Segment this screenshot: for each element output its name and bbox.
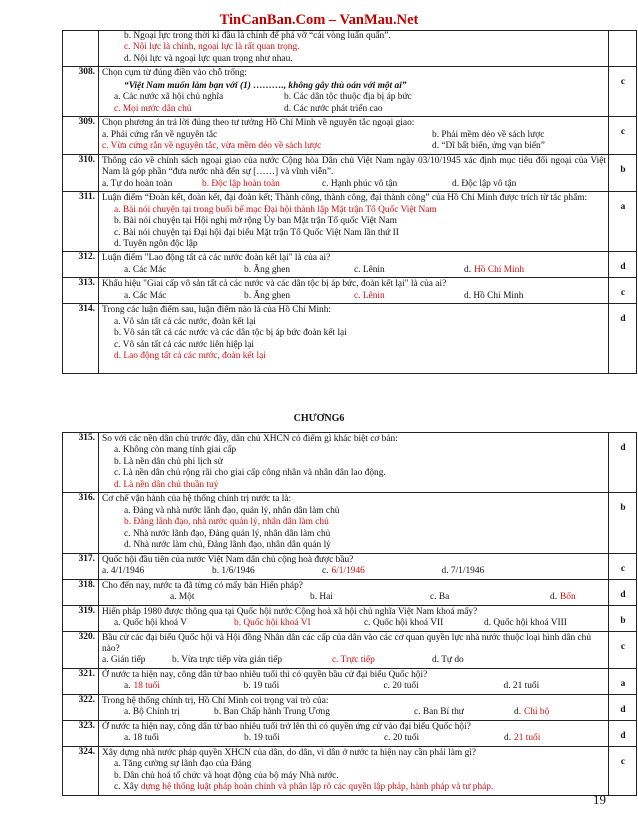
question-number: 322.	[63, 694, 99, 720]
option-a: a. Bộ Chính trị	[124, 707, 180, 718]
option-text: c. Vô sản tất cả các nước liên hiệp lại	[114, 339, 255, 350]
option-b: b. Các dân tộc thuộc địa bị áp bức	[284, 92, 412, 103]
site-header: TinCanBan.Com – VanMau.Net	[219, 12, 419, 28]
table-row	[63, 192, 637, 252]
answer-key: c	[609, 631, 637, 668]
table-row	[63, 117, 637, 154]
option-d: 21 tuổi	[514, 733, 541, 744]
option-a: a. Các Mác	[124, 290, 167, 301]
table-row	[63, 579, 637, 605]
answer-key: d	[609, 433, 637, 493]
question-number: 318.	[63, 579, 99, 605]
chapter-heading: CHƯƠNG6	[293, 413, 345, 424]
option-a: a. Phải cứng rắn về nguyên tắc	[102, 129, 218, 140]
table-row	[63, 252, 637, 278]
option-text: a. Không còn mang tính giai cấp	[114, 445, 237, 456]
option-c-prefix: c. Xây	[114, 782, 139, 793]
option-d-prefix: d.	[464, 264, 472, 275]
answer-key: b	[609, 605, 637, 631]
option-text: c. Nhà nước lãnh đạo, Đảng quản lý, nhân dân làm chủ	[124, 528, 331, 539]
option-text: b. Là nền dân chủ phi lịch sử	[114, 456, 223, 467]
question-text: Luận điểm “Đoàn kết, đoàn kết, đại đoàn kết; Thành công, thành công, đại thành công” của Hồ Chí Minh được trích từ tác phẩm:	[102, 193, 588, 204]
option-a-prefix: a.	[124, 681, 131, 692]
question-number: 309.	[63, 117, 99, 154]
option-a: a. Tăng cường sự lãnh đạo của Đảng	[114, 759, 252, 770]
option-text: a. Vô sản tất cả các nước, đoàn kết lại	[114, 316, 256, 327]
option-c: c. Lênin	[354, 290, 385, 301]
option-b: b. Ăng ghen	[244, 290, 291, 301]
option-d: d. 21 tuổi	[503, 681, 540, 692]
option-text: c. Bài nói chuyện tại Đại hội đại biểu Mặt trận Tổ Quốc Việt Nam lần thứ II	[114, 227, 399, 238]
question-number: 312.	[63, 252, 99, 278]
question-number: 313.	[63, 278, 99, 304]
table-row	[63, 746, 637, 795]
option-text: b. Đảng lãnh đạo, nhà nước quản lý, nhân dân làm chủ	[124, 517, 329, 528]
option-b: b. Hai	[310, 592, 333, 603]
question-text: Quốc hội đầu tiên của nước Việt Nam dân chủ cộng hoà được bầu?	[102, 554, 354, 565]
answer-key: d	[609, 579, 637, 605]
table-row	[63, 67, 637, 117]
question-number: 315.	[63, 433, 99, 493]
option-c: c. Ban Bí thư	[414, 707, 464, 718]
option-d-prefix: d.	[504, 733, 512, 744]
answer-key: a	[609, 192, 637, 252]
question-text: Xây dựng nhà nước pháp quyền XHCN của dân, do dân, vì dân ở nước ta hiện nay cần phải làm gì?	[102, 747, 477, 758]
option-b: b. Độc lập hoàn toàn	[202, 178, 280, 189]
question-text: Chọn cụm từ đúng điền vào chỗ trống:	[102, 68, 247, 79]
question-text: Trong các luận điểm sau, luận điểm nào là của Hồ Chí Minh:	[102, 305, 332, 316]
table-row	[63, 278, 637, 304]
option-text: d. Là nền dân chủ thuần tuý	[114, 479, 219, 490]
question-number: 324.	[63, 746, 99, 795]
question-text: Thông cáo về chính sách ngoại giao của nước Cộng hòa Dân chủ Việt Nam ngày 03/10/1945 xác định mục tiêu đối ngoại của Việt Nam là góp phần “đưa nước nhà đến sự [……] và vĩnh viễn”.	[102, 155, 606, 178]
option-d: d. Hồ Chí Minh	[464, 290, 524, 301]
table-row	[63, 668, 637, 694]
answer-key: d	[609, 694, 637, 720]
option-d: d. Độc lập vô tận	[452, 178, 517, 189]
question-quote: “Việt Nam muốn làm bạn với (1) ………., không gây thù oán với một ai”	[124, 80, 407, 91]
option-d: Chi bộ	[524, 707, 550, 718]
option-c: c. Trực tiếp	[332, 655, 375, 666]
option-text: d. Nội lực và ngoại lực quan trọng như nhau.	[124, 53, 293, 64]
option-b: b. Dân chủ hoá tổ chức và hoạt động của bộ máy Nhà nước.	[114, 770, 339, 781]
option-text: c. Nội lực là chính, ngoại lực là rất quan trọng.	[124, 42, 300, 53]
question-number: 317.	[63, 553, 99, 579]
table-row	[63, 433, 637, 493]
table-row	[63, 553, 637, 579]
option-d: d. “Dĩ bất biến, ứng vạn biến”	[432, 141, 545, 152]
table-row	[63, 694, 637, 720]
question-number: 320.	[63, 631, 99, 668]
question-text: Trong hệ thống chính trị, Hồ Chí Minh coi trọng vai trò của:	[102, 695, 329, 706]
question-text: Khẩu hiệu "Giai cấp vô sản tất cả các nước và các dân tộc bị áp bức, đoàn kết lại" là của ai?	[102, 279, 447, 290]
table-row	[63, 154, 637, 191]
option-text: b. Bài nói chuyện tại Hội nghị mở rộng Ủy ban Mặt trận Tổ quốc Việt Nam	[114, 216, 397, 227]
option-c: c. Vừa cứng rắn về nguyên tắc, vừa mềm dẻo về sách lược	[102, 141, 322, 152]
option-d: d. 7/1/1946	[441, 566, 485, 577]
question-table-bottom	[62, 432, 637, 796]
question-text: Hiến pháp 1980 được thông qua tại Quốc hội nước Cộng hoà xã hội chủ nghĩa Việt Nam khoá mấy?	[102, 606, 478, 617]
option-d-prefix: d.	[550, 592, 558, 603]
option-text: d. Tuyên ngôn độc lập	[114, 238, 198, 249]
question-number: 314.	[63, 304, 99, 373]
answer-key: c	[609, 553, 637, 579]
table-row	[63, 631, 637, 668]
question-table-top	[62, 30, 637, 374]
option-a: a. Một	[170, 592, 195, 603]
option-c: 6/1/1946	[331, 566, 365, 577]
question-text: Chọn phương án trả lời đúng theo tư tưởng Hồ Chí Minh về nguyên tắc ngoại giao:	[102, 118, 415, 129]
option-d: Bốn	[560, 592, 576, 603]
option-text: d. Nhà nước làm chủ, Đảng lãnh đạo, nhân dân quản lý	[124, 540, 331, 551]
option-a: 18 tuổi	[133, 681, 160, 692]
question-number: 316.	[63, 493, 99, 553]
answer-key: b	[609, 493, 637, 553]
option-b: b. Quốc hội khoá VI	[234, 618, 311, 629]
option-c: c. 20 tuổi	[383, 681, 419, 692]
table-row	[63, 493, 637, 553]
option-c: c. Lênin	[354, 264, 385, 275]
page-number: 19	[593, 792, 606, 808]
question-text: Bầu cử các đại biểu Quốc hội và Hội đồng Nhân dân các cấp của dân vào các cơ quan quyền lực nhà nước thuộc loại hình dân chủ nào?	[102, 632, 592, 654]
option-a: a. Quốc hội khoá V	[114, 618, 187, 629]
option-c: c. Ba	[430, 592, 450, 603]
option-c: dựng hệ thống luật pháp hoàn chỉnh và phân lập rõ các quyền lập pháp, hành pháp và tư pháp.	[140, 782, 494, 793]
option-text: a. Bài nói chuyện tại trong buổi bế mạc Đại hội thành lập Mặt trận Tổ Quốc Việt Nam	[114, 204, 437, 215]
option-d: d. Các nước phát triển cao	[284, 103, 383, 114]
answer-key: c	[609, 67, 637, 117]
option-c: c. Mọi nước dân chủ	[114, 103, 192, 114]
option-b: b. Ăng ghen	[244, 264, 291, 275]
answer-key: d	[609, 720, 637, 746]
option-c: c. 20 tuổi	[384, 733, 420, 744]
answer-key: c	[609, 117, 637, 154]
option-text: d. Lao động tất cả các nước, đoàn kết lại	[114, 351, 266, 362]
option-a: a. Tự do hoàn toàn	[102, 178, 173, 189]
question-text: Ở nước ta hiện nay, công dân từ bao nhiêu tuổi thì có quyền bầu cử đại biểu Quốc hội?	[102, 669, 428, 680]
answer-key: c	[609, 746, 637, 795]
question-number: 319.	[63, 605, 99, 631]
question-text: Cơ chế vận hành của hệ thống chính trị nước ta là:	[102, 494, 292, 505]
option-b: b. Phải mềm dẻo về sách lược	[432, 129, 545, 140]
option-c: c. Quốc hội khoá VII	[364, 618, 444, 629]
option-b: b. 1/6/1946	[212, 566, 255, 577]
question-number: 308.	[63, 67, 99, 117]
question-text: So với các nền dân chủ trước đây, dân chủ XHCN có điểm gì khác biệt cơ bản:	[102, 434, 398, 444]
option-a: a. Các nước xã hội chủ nghĩa	[114, 92, 224, 103]
option-c-prefix: c.	[322, 566, 329, 577]
answer-key: a	[609, 668, 637, 694]
answer-key: d	[609, 252, 637, 278]
question-number: 323.	[63, 720, 99, 746]
option-b: b. Ban Chấp hành Trung Ương	[214, 707, 330, 718]
table-row	[63, 605, 637, 631]
option-d: d. Tự do	[432, 655, 464, 666]
question-number: 311.	[63, 192, 99, 252]
option-d: Hồ Chí Minh	[474, 264, 525, 275]
option-text: a. Đảng và nhà nước lãnh đạo, quản lý, nhân dân làm chủ	[124, 505, 340, 516]
option-text: b. Vô sản tất cả các nước và các dân tộc bị áp bức đoàn kết lại	[114, 328, 347, 339]
option-a: a. 18 tuổi	[124, 733, 160, 744]
option-text: c. Là nền dân chủ rộng rãi cho giai cấp công nhân và nhân dân lao động.	[114, 468, 386, 479]
answer-key: d	[609, 304, 637, 373]
table-row	[63, 31, 637, 67]
option-b: b. 19 tuổi	[244, 733, 280, 744]
option-b: b. Vừa trực tiếp vừa gián tiếp	[172, 655, 283, 666]
option-d: d. Quốc hội khoá VIII	[484, 618, 567, 629]
option-a: a. Gián tiếp	[102, 655, 146, 666]
option-a: a. 4/1/1946	[102, 566, 145, 577]
option-text: b. Ngoại lực trong thời kì đầu là chính để phá vỡ “cái vòng luẩn quẩn”.	[124, 31, 391, 41]
option-d-prefix: d.	[514, 707, 522, 718]
option-b: b. 19 tuổi	[243, 681, 280, 692]
answer-key: b	[609, 154, 637, 191]
question-number: 310.	[63, 154, 99, 191]
question-number: 321.	[63, 668, 99, 694]
table-row	[63, 304, 637, 373]
answer-key: c	[609, 278, 637, 304]
table-row	[63, 720, 637, 746]
option-a: a. Các Mác	[124, 264, 167, 275]
question-text: Ở nước ta hiện nay, công dân từ bao nhiêu tuổi trở lên thì có quyền ứng cử vào đại biểu Quốc hội?	[102, 721, 471, 732]
option-c: c. Hạnh phúc vô tận	[322, 178, 398, 189]
question-text: Cho đến nay, nước ta đã từng có mấy bản Hiến pháp?	[102, 580, 303, 591]
question-text: Luận điểm "Lao động tất cả các nước đoàn kết lại" là của ai?	[102, 253, 331, 264]
